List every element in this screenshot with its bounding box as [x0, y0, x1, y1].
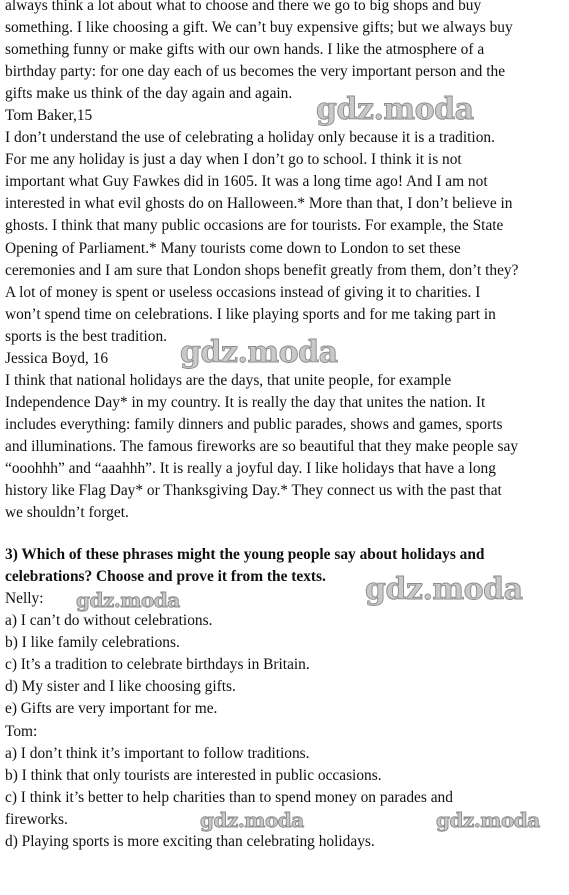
text-line: and illuminations. The famous fireworks are so beautiful that they make people say	[5, 437, 519, 455]
text-line: history like Flag Day* or Thanksgiving Day.* They connect us with the past that	[5, 482, 502, 500]
text-line: sports is the best tradition.	[5, 327, 168, 345]
text-line: Independence Day* in my country. It is really the day that unites the nation. It	[5, 393, 486, 411]
option-item: d) My sister and I like choosing gifts.	[5, 678, 236, 696]
question-line: 3) Which of these phrases might the young people say about holidays and	[5, 546, 485, 564]
text-line: important what Guy Fawkes did in 1605. It was a long time ago! And I am not	[5, 173, 488, 191]
watermark: gdz.moda	[365, 572, 523, 607]
tom-options	[5, 743, 565, 853]
spacer	[5, 524, 565, 544]
option-item: a) I don’t think it’s important to follow traditions.	[5, 744, 310, 762]
watermark: gdz.moda	[316, 92, 474, 127]
option-item: c) It’s a tradition to celebrate birthdays in Britain.	[5, 656, 310, 674]
option-item: d) Playing sports is more exciting than celebrating holidays.	[5, 832, 375, 850]
nelly-options	[5, 610, 565, 720]
text-line: Opening of Parliament.* Many tourists come down to London to set these	[5, 239, 461, 257]
author-jessica: Jessica Boyd, 16	[5, 349, 109, 367]
text-line: birthday party: for one day each of us becomes the very important person and the	[5, 63, 506, 81]
text-line: A lot of money is spent or useless occasions instead of giving it to charities. I	[5, 283, 481, 301]
text-line: ghosts. I think that many public occasions are for tourists. For example, the State	[5, 217, 504, 235]
option-item: fireworks.	[5, 810, 68, 828]
nelly-label: Nelly:	[5, 590, 44, 608]
author-tom: Tom Baker,15	[5, 107, 93, 125]
option-item: a) I can’t do without celebrations.	[5, 612, 213, 630]
option-item: e) Gifts are very important for me.	[5, 700, 218, 718]
text-line: I don’t understand the use of celebrating a holiday only because it is a tradition.	[5, 129, 495, 147]
text-line: always think a lot about what to choose and there we go to big shops and buy	[5, 0, 482, 14]
text-line: we shouldn’t forget.	[5, 504, 129, 522]
text-line: For me any holiday is just a day when I don’t go to school. I think it is not	[5, 151, 462, 169]
watermark: gdz.moda	[200, 808, 304, 832]
option-item: b) I think that only tourists are interested in public occasions.	[5, 766, 382, 784]
text-line: gifts make us think of the day again and again.	[5, 85, 293, 103]
jessica-paragraph	[5, 370, 565, 524]
text-line: something funny or make gifts with our own hands. I like the atmosphere of a	[5, 41, 485, 59]
watermark: gdz.moda	[436, 808, 540, 832]
option-item: c) I think it’s better to help charities than to spend money on parades and	[5, 788, 453, 806]
watermark: gdz.moda	[76, 588, 180, 612]
text-line: ceremonies and I am sure that London shops benefit greatly from them, don’t they?	[5, 261, 519, 279]
text-line: I think that national holidays are the days, that unite people, for example	[5, 371, 452, 389]
watermark: gdz.moda	[180, 335, 338, 370]
document-page	[5, 0, 565, 853]
text-line: includes everything: family dinners and public parades, shows and games, sports	[5, 415, 503, 433]
question-line: celebrations? Choose and prove it from the texts.	[5, 568, 326, 586]
text-line: something. I like choosing a gift. We can’t buy expensive gifts; but we always buy	[5, 19, 513, 37]
option-item: b) I like family celebrations.	[5, 634, 180, 652]
intro-paragraph	[5, 0, 565, 105]
text-line: “ooohhh” and “aaahhh”. It is really a joyful day. I like holidays that have a long	[5, 459, 496, 477]
text-line: won’t spend time on celebrations. I like playing sports and for me taking part in	[5, 305, 496, 323]
text-line: interested in what evil ghosts do on Halloween.* More than that, I don’t believe in	[5, 195, 513, 213]
tom-paragraph	[5, 127, 565, 347]
tom-label: Tom:	[5, 722, 38, 740]
